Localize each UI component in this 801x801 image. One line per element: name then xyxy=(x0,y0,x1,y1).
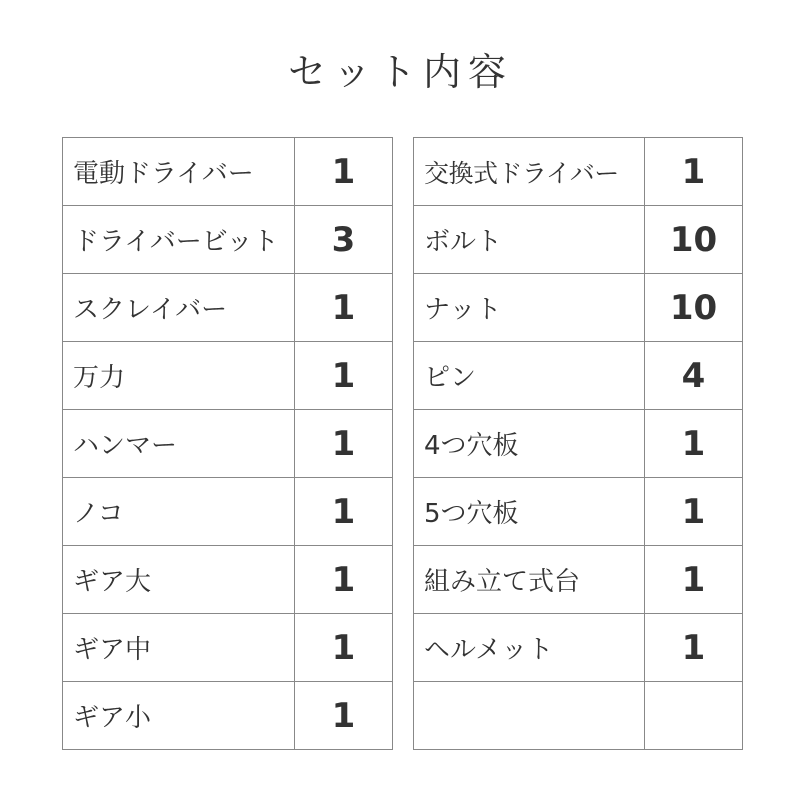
item-name: 4つ穴板 xyxy=(414,410,645,478)
item-quantity: 1 xyxy=(645,614,743,682)
item-quantity: 1 xyxy=(645,410,743,478)
item-name: ノコ xyxy=(63,478,295,546)
item-quantity: 1 xyxy=(295,342,393,410)
page-title: セット内容 xyxy=(287,50,513,94)
item-name: ピン xyxy=(414,342,645,410)
item-quantity: 1 xyxy=(295,682,393,750)
item-name xyxy=(414,682,645,750)
table-row xyxy=(63,138,393,206)
table-row xyxy=(414,478,743,546)
item-quantity: 1 xyxy=(295,478,393,546)
table-row xyxy=(63,546,393,614)
table-row xyxy=(63,206,393,274)
table-row xyxy=(63,614,393,682)
item-name: ナット xyxy=(414,274,645,342)
table-row xyxy=(63,410,393,478)
item-name: スクレイバー xyxy=(63,274,295,342)
set-contents-table-left xyxy=(62,137,393,750)
item-name: ギア大 xyxy=(63,546,295,614)
table-row xyxy=(414,274,743,342)
table-row xyxy=(414,410,743,478)
set-contents-table-right xyxy=(413,137,743,750)
item-quantity: 1 xyxy=(295,138,393,206)
item-quantity: 1 xyxy=(295,546,393,614)
item-quantity: 3 xyxy=(295,206,393,274)
item-quantity: 1 xyxy=(645,478,743,546)
table-row-empty xyxy=(414,682,743,750)
table-row xyxy=(414,138,743,206)
item-quantity: 1 xyxy=(645,546,743,614)
table-row xyxy=(414,206,743,274)
item-name: ヘルメット xyxy=(414,614,645,682)
table-row xyxy=(414,614,743,682)
table-row xyxy=(63,478,393,546)
table-row xyxy=(414,342,743,410)
item-quantity: 4 xyxy=(645,342,743,410)
item-name: ハンマー xyxy=(63,410,295,478)
item-name: 5つ穴板 xyxy=(414,478,645,546)
item-name: ギア小 xyxy=(63,682,295,750)
item-name: ギア中 xyxy=(63,614,295,682)
item-quantity: 1 xyxy=(295,274,393,342)
item-quantity: 1 xyxy=(645,138,743,206)
item-quantity xyxy=(645,682,743,750)
item-quantity: 1 xyxy=(295,410,393,478)
item-name: ドライバービット xyxy=(63,206,295,274)
item-quantity: 1 xyxy=(295,614,393,682)
item-name: 交換式ドライバー xyxy=(414,138,645,206)
item-quantity: 10 xyxy=(645,274,743,342)
item-name: 万力 xyxy=(63,342,295,410)
table-row xyxy=(63,274,393,342)
table-row xyxy=(63,682,393,750)
item-name: 電動ドライバー xyxy=(63,138,295,206)
table-row xyxy=(414,546,743,614)
item-name: 組み立て式台 xyxy=(414,546,645,614)
item-name: ボルト xyxy=(414,206,645,274)
item-quantity: 10 xyxy=(645,206,743,274)
table-row xyxy=(63,342,393,410)
